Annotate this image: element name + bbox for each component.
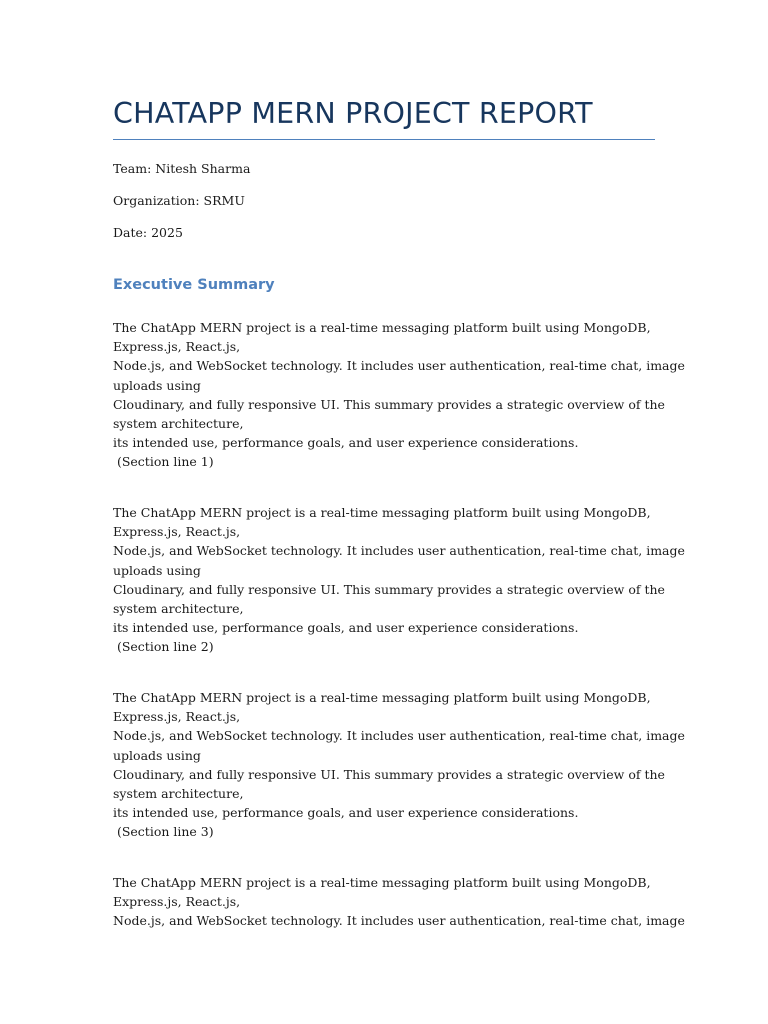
date-line: Date: 2025 bbox=[113, 225, 183, 240]
paragraph-line: uploads using bbox=[113, 747, 201, 763]
paragraph-line: system architecture, bbox=[113, 785, 244, 801]
paragraph-line: Cloudinary, and fully responsive UI. This summary provides a strategic overview of the bbox=[113, 581, 665, 597]
paragraph-line: system architecture, bbox=[113, 415, 244, 431]
paragraph-line: Node.js, and WebSocket technology. It includes user authentication, real-time chat, image bbox=[113, 543, 685, 559]
summary-paragraph bbox=[113, 503, 685, 657]
paragraph-line: its intended use, performance goals, and user experience considerations. bbox=[113, 435, 579, 451]
paragraph-line: uploads using bbox=[113, 377, 201, 393]
summary-paragraph bbox=[113, 688, 685, 842]
paragraph-line: Node.js, and WebSocket technology. It includes user authentication, real-time chat, image bbox=[113, 358, 685, 374]
section-line-note: (Section line 2) bbox=[113, 639, 214, 655]
paragraph-line: Express.js, React.js, bbox=[113, 339, 241, 355]
paragraph-line: The ChatApp MERN project is a real-time messaging platform built using MongoDB, bbox=[113, 875, 651, 890]
paragraph-line: Express.js, React.js, bbox=[113, 894, 241, 910]
summary-paragraph bbox=[113, 318, 685, 472]
paragraph-line: The ChatApp MERN project is a real-time messaging platform built using MongoDB, bbox=[113, 505, 651, 520]
paragraph-line: Cloudinary, and fully responsive UI. This summary provides a strategic overview of the bbox=[113, 766, 665, 782]
document-title: CHATAPP MERN PROJECT REPORT bbox=[113, 97, 593, 130]
paragraph-line: its intended use, performance goals, and user experience considerations. bbox=[113, 620, 579, 636]
paragraph-line: system architecture, bbox=[113, 600, 244, 616]
title-underline bbox=[113, 139, 655, 140]
paragraph-line: its intended use, performance goals, and user experience considerations. bbox=[113, 805, 579, 821]
section-line-note: (Section line 1) bbox=[113, 454, 214, 470]
section-heading: Executive Summary bbox=[113, 277, 275, 293]
paragraph-line: uploads using bbox=[113, 562, 201, 578]
paragraph-line: Node.js, and WebSocket technology. It includes user authentication, real-time chat, image bbox=[113, 913, 685, 929]
paragraph-line: Node.js, and WebSocket technology. It includes user authentication, real-time chat, image bbox=[113, 728, 685, 744]
summary-paragraph bbox=[113, 873, 685, 931]
section-line-note: (Section line 3) bbox=[113, 824, 214, 840]
paragraph-line: Cloudinary, and fully responsive UI. This summary provides a strategic overview of the bbox=[113, 396, 665, 412]
team-line: Team: Nitesh Sharma bbox=[113, 161, 251, 176]
paragraph-line: The ChatApp MERN project is a real-time messaging platform built using MongoDB, bbox=[113, 690, 651, 705]
paragraph-line: The ChatApp MERN project is a real-time messaging platform built using MongoDB, bbox=[113, 320, 651, 335]
organization-line: Organization: SRMU bbox=[113, 193, 245, 208]
paragraph-line: Express.js, React.js, bbox=[113, 709, 241, 725]
paragraph-line: Express.js, React.js, bbox=[113, 524, 241, 540]
